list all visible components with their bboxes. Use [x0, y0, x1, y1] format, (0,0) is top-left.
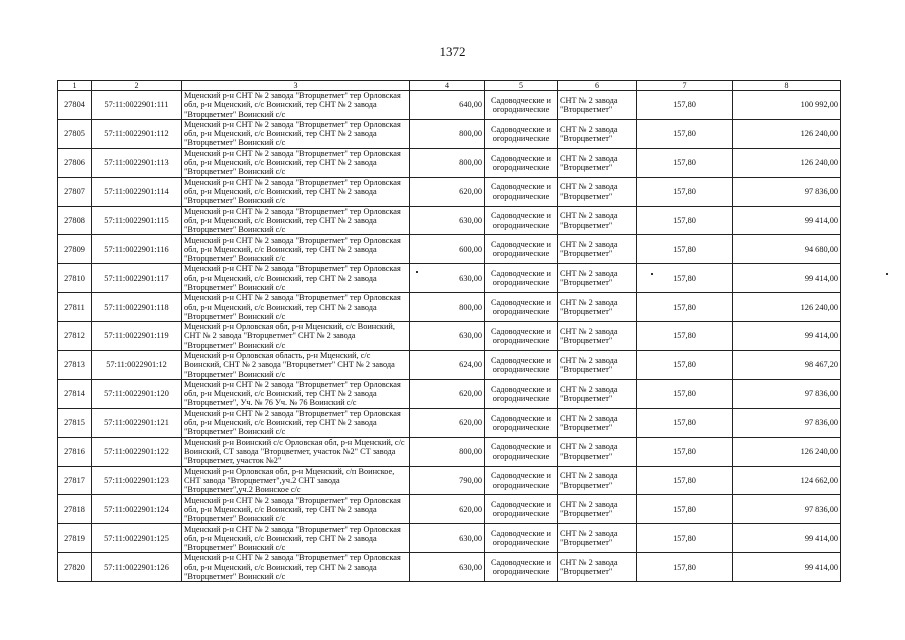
cell-land-use: Садоводческие и огороднические: [485, 553, 558, 582]
cell-specific-value: 157,80: [637, 293, 733, 322]
cell-cadastral-value: 97 836,00: [733, 177, 841, 206]
column-number-header-row: [58, 81, 841, 91]
cell-row-number: 27808: [58, 206, 92, 235]
table-row: [58, 466, 841, 495]
cell-address: [182, 177, 410, 206]
cell-snt-name: СНТ № 2 завода "Вторцветмет": [558, 148, 637, 177]
cell-specific-value: 157,80: [637, 148, 733, 177]
address-text: Мценский р-н СНТ № 2 завода "Вторцветмет" тер Орловская обл, р-н Мценский, с/с Воинский, тер СНТ № 2 завода "Вторцветмет" Воинский с/с: [184, 206, 401, 235]
cell-specific-value: 157,80: [637, 177, 733, 206]
cell-land-use: Садоводческие и огороднические: [485, 235, 558, 264]
cell-cadastral-number: 57:11:0022901:119: [92, 322, 182, 351]
table-body: [58, 91, 841, 582]
table-row: [58, 293, 841, 322]
cell-row-number: 27818: [58, 495, 92, 524]
cell-snt-name: СНТ № 2 завода "Вторцветмет": [558, 91, 637, 120]
cell-address: [182, 466, 410, 495]
cell-cadastral-value: 126 240,00: [733, 119, 841, 148]
cell-cadastral-number: 57:11:0022901:123: [92, 466, 182, 495]
cell-cadastral-value: 97 836,00: [733, 495, 841, 524]
cell-row-number: 27805: [58, 119, 92, 148]
cell-address: [182, 322, 410, 351]
cell-cadastral-value: 98 467,20: [733, 351, 841, 380]
address-text: Мценский р-н СНТ № 2 завода "Вторцветмет" тер Орловская обл, р-н Мценский, с/с Воинский, тер СНТ № 2 завода "Вторцветмет" Воинский с/с: [184, 495, 401, 524]
cell-snt-name: СНТ № 2 завода "Вторцветмет": [558, 524, 637, 553]
column-header: 3: [182, 81, 410, 91]
cell-cadastral-number: 57:11:0022901:111: [92, 91, 182, 120]
scan-speck: [416, 271, 418, 273]
cell-specific-value: 157,80: [637, 235, 733, 264]
cell-land-use: Садоводческие и огороднические: [485, 177, 558, 206]
cell-address: [182, 379, 410, 408]
address-text: Мценский р-н СНТ № 2 завода "Вторцветмет" тер Орловская обл, р-н Мценский, с/с Воинский, тер СНТ № 2 завода "Вторцветмет" Воинский с/с: [184, 235, 401, 263]
cell-row-number: 27817: [58, 466, 92, 495]
column-header: 6: [558, 81, 637, 91]
scan-speck: [886, 273, 888, 275]
cell-snt-name: СНТ № 2 завода "Вторцветмет": [558, 235, 637, 264]
cell-area: 620,00: [410, 379, 485, 408]
cell-land-use: Садоводческие и огороднические: [485, 408, 558, 437]
cell-specific-value: 157,80: [637, 437, 733, 466]
column-header: 1: [58, 81, 92, 91]
cell-land-use: Садоводческие и огороднические: [485, 379, 558, 408]
cell-specific-value: 157,80: [637, 206, 733, 235]
cell-specific-value: 157,80: [637, 351, 733, 380]
cell-area: 630,00: [410, 524, 485, 553]
cell-land-use: Садоводческие и огороднические: [485, 91, 558, 120]
cell-cadastral-number: 57:11:0022901:124: [92, 495, 182, 524]
cell-cadastral-number: 57:11:0022901:126: [92, 553, 182, 582]
cell-cadastral-number: 57:11:0022901:116: [92, 235, 182, 264]
cell-cadastral-value: 99 414,00: [733, 264, 841, 293]
cell-address: [182, 264, 410, 293]
cell-area: 640,00: [410, 91, 485, 120]
table-row: [58, 437, 841, 466]
cell-specific-value: 157,80: [637, 119, 733, 148]
table-row: [58, 351, 841, 380]
cell-address: [182, 235, 410, 264]
cell-specific-value: 157,80: [637, 553, 733, 582]
cell-area: 620,00: [410, 408, 485, 437]
cell-land-use: Садоводческие и огороднические: [485, 437, 558, 466]
cell-land-use: Садоводческие и огороднические: [485, 264, 558, 293]
cell-specific-value: 157,80: [637, 408, 733, 437]
cell-snt-name: СНТ № 2 завода "Вторцветмет": [558, 177, 637, 206]
address-text: Мценский р-н СНТ № 2 завода "Вторцветмет" тер Орловская обл, р-н Мценский, с/с Воинский, тер СНТ № 2 завода "Вторцветмет" Воинский с/с: [184, 177, 401, 206]
cell-cadastral-value: 94 680,00: [733, 235, 841, 264]
cell-address: [182, 437, 410, 466]
cell-land-use: Садоводческие и огороднические: [485, 495, 558, 524]
address-text: Мценский р-н СНТ № 2 завода "Вторцветмет" тер Орловская обл, р-н Мценский, с/с Воинский, тер СНТ № 2 завода "Вторцветмет" Воинский с/с: [184, 148, 401, 177]
cell-row-number: 27811: [58, 293, 92, 322]
scan-speck: [651, 273, 653, 275]
cell-area: 600,00: [410, 235, 485, 264]
cell-snt-name: СНТ № 2 завода "Вторцветмет": [558, 466, 637, 495]
table-row: [58, 91, 841, 120]
cell-specific-value: 157,80: [637, 91, 733, 120]
cell-snt-name: СНТ № 2 завода "Вторцветмет": [558, 206, 637, 235]
cell-cadastral-number: 57:11:0022901:122: [92, 437, 182, 466]
cell-cadastral-number: 57:11:0022901:12: [92, 351, 182, 380]
table-row: [58, 322, 841, 351]
address-text: Мценский р-н СНТ № 2 завода "Вторцветмет" тер Орловская обл, р-н Мценский, с/с Воинский, тер СНТ № 2 завода "Вторцветмет" Воинский с/с: [184, 264, 401, 292]
cell-snt-name: СНТ № 2 завода "Вторцветмет": [558, 553, 637, 582]
cell-snt-name: СНТ № 2 завода "Вторцветмет": [558, 408, 637, 437]
cell-land-use: Садоводческие и огороднические: [485, 524, 558, 553]
cell-cadastral-number: 57:11:0022901:117: [92, 264, 182, 293]
cell-row-number: 27810: [58, 264, 92, 293]
cell-specific-value: 157,80: [637, 495, 733, 524]
cell-snt-name: СНТ № 2 завода "Вторцветмет": [558, 351, 637, 380]
cell-address: [182, 495, 410, 524]
column-header: 5: [485, 81, 558, 91]
cell-land-use: Садоводческие и огороднические: [485, 466, 558, 495]
cell-snt-name: СНТ № 2 завода "Вторцветмет": [558, 322, 637, 351]
address-text: Мценский р-н СНТ № 2 завода "Вторцветмет" тер Орловская обл, р-н Мценский, с/с Воинский, тер СНТ № 2 завода "Вторцветмет" Воинский с/с: [184, 91, 401, 119]
cell-area: 630,00: [410, 206, 485, 235]
table-row: [58, 495, 841, 524]
table-row: [58, 177, 841, 206]
cell-specific-value: 157,80: [637, 322, 733, 351]
address-text: Мценский р-н СНТ № 2 завода "Вторцветмет" тер Орловская обл, р-н Мценский, с/с Воинский, тер СНТ № 2 завода "Вторцветмет" Воинский с/с: [184, 408, 401, 437]
column-header: 8: [733, 81, 841, 91]
cell-cadastral-value: 100 992,00: [733, 91, 841, 120]
cell-cadastral-number: 57:11:0022901:120: [92, 379, 182, 408]
cell-address: [182, 408, 410, 437]
cell-cadastral-number: 57:11:0022901:114: [92, 177, 182, 206]
cell-area: 630,00: [410, 553, 485, 582]
cell-row-number: 27812: [58, 322, 92, 351]
cell-snt-name: СНТ № 2 завода "Вторцветмет": [558, 119, 637, 148]
table-row: [58, 119, 841, 148]
cell-row-number: 27819: [58, 524, 92, 553]
cell-cadastral-number: 57:11:0022901:125: [92, 524, 182, 553]
cell-cadastral-number: 57:11:0022901:113: [92, 148, 182, 177]
address-text: Мценский р-н Орловская область, р-н Мценский, с/с Воинский, СНТ № 2 завода "Вторцветмет" СНТ № 2 завода "Вторцветмет" Воинский с/с: [184, 351, 395, 379]
cell-land-use: Садоводческие и огороднические: [485, 206, 558, 235]
cell-cadastral-number: 57:11:0022901:115: [92, 206, 182, 235]
cell-cadastral-number: 57:11:0022901:121: [92, 408, 182, 437]
cell-row-number: 27809: [58, 235, 92, 264]
cell-row-number: 27813: [58, 351, 92, 380]
cell-address: [182, 351, 410, 380]
cell-address: [182, 91, 410, 120]
cell-area: 790,00: [410, 466, 485, 495]
table-row: [58, 148, 841, 177]
cell-cadastral-value: 97 836,00: [733, 379, 841, 408]
cell-specific-value: 157,80: [637, 379, 733, 408]
cell-cadastral-value: 126 240,00: [733, 437, 841, 466]
cell-cadastral-value: 99 414,00: [733, 206, 841, 235]
cell-land-use: Садоводческие и огороднические: [485, 119, 558, 148]
cell-snt-name: СНТ № 2 завода "Вторцветмет": [558, 293, 637, 322]
cell-address: [182, 293, 410, 322]
cell-specific-value: 157,80: [637, 524, 733, 553]
address-text: Мценский р-н СНТ № 2 завода "Вторцветмет" тер Орловская обл, р-н Мценский, с/с Воинский, тер СНТ № 2 завода "Вторцветмет" Воинский с/с: [184, 120, 401, 148]
cell-address: [182, 524, 410, 553]
cell-area: 800,00: [410, 119, 485, 148]
cell-land-use: Садоводческие и огороднические: [485, 351, 558, 380]
table-row: [58, 264, 841, 293]
cell-cadastral-number: 57:11:0022901:118: [92, 293, 182, 322]
cell-row-number: 27807: [58, 177, 92, 206]
column-header: 7: [637, 81, 733, 91]
cell-address: [182, 148, 410, 177]
address-text: Мценский р-н Орловская обл, р-н Мценский, с/п Воинское, СНТ завода "Вторцветмет",уч.2 СНТ завода "Вторцветмет",уч.2 Воинское с/с: [184, 466, 395, 495]
address-text: Мценский р-н Орловская обл, р-н Мценский, с/с Воинский, СНТ № 2 завода "Вторцветмет" СНТ № 2 завода "Вторцветмет" Воинский с/с: [184, 322, 395, 350]
cell-land-use: Садоводческие и огороднические: [485, 322, 558, 351]
cell-area: 800,00: [410, 437, 485, 466]
address-text: Мценский р-н СНТ № 2 завода "Вторцветмет" тер Орловская обл, р-н Мценский, с/с Воинский, тер СНТ № 2 завода "Вторцветмет", Уч. № 76 Уч. № 76 Воинский с/с: [184, 380, 401, 408]
cell-cadastral-value: 126 240,00: [733, 293, 841, 322]
cell-row-number: 27814: [58, 379, 92, 408]
cell-address: [182, 206, 410, 235]
cell-cadastral-value: 124 662,00: [733, 466, 841, 495]
cell-land-use: Садоводческие и огороднические: [485, 148, 558, 177]
table-row: [58, 235, 841, 264]
cell-row-number: 27806: [58, 148, 92, 177]
cell-snt-name: СНТ № 2 завода "Вторцветмет": [558, 437, 637, 466]
cell-row-number: 27816: [58, 437, 92, 466]
cell-specific-value: 157,80: [637, 264, 733, 293]
cell-address: [182, 119, 410, 148]
cell-cadastral-value: 99 414,00: [733, 553, 841, 582]
column-header: 4: [410, 81, 485, 91]
cell-cadastral-value: 99 414,00: [733, 524, 841, 553]
column-header: 2: [92, 81, 182, 91]
cell-snt-name: СНТ № 2 завода "Вторцветмет": [558, 264, 637, 293]
address-text: Мценский р-н Воинский с/с Орловская обл, р-н Мценский, с/с Воинский, СТ завода "Вторцветмет, участок №2" СТ завода "Вторцветмет, участок №2": [184, 437, 405, 466]
table-row: [58, 408, 841, 437]
cell-area: 620,00: [410, 177, 485, 206]
cell-snt-name: СНТ № 2 завода "Вторцветмет": [558, 495, 637, 524]
cell-row-number: 27815: [58, 408, 92, 437]
land-register-table: [57, 80, 841, 582]
cell-snt-name: СНТ № 2 завода "Вторцветмет": [558, 379, 637, 408]
address-text: Мценский р-н СНТ № 2 завода "Вторцветмет" тер Орловская обл, р-н Мценский, с/с Воинский, тер СНТ № 2 завода "Вторцветмет" Воинский с/с: [184, 553, 401, 581]
cell-row-number: 27804: [58, 91, 92, 120]
cell-cadastral-value: 99 414,00: [733, 322, 841, 351]
cell-area: 800,00: [410, 293, 485, 322]
cell-cadastral-value: 126 240,00: [733, 148, 841, 177]
table-row: [58, 206, 841, 235]
cell-specific-value: 157,80: [637, 466, 733, 495]
cell-area: 624,00: [410, 351, 485, 380]
cell-row-number: 27820: [58, 553, 92, 582]
cell-land-use: Садоводческие и огороднические: [485, 293, 558, 322]
cell-area: 800,00: [410, 148, 485, 177]
cell-area: 630,00: [410, 264, 485, 293]
cell-address: [182, 553, 410, 582]
page-number: 1372: [439, 44, 466, 59]
table-row: [58, 379, 841, 408]
address-text: Мценский р-н СНТ № 2 завода "Вторцветмет" тер Орловская обл, р-н Мценский, с/с Воинский, тер СНТ № 2 завода "Вторцветмет" Воинский с/с: [184, 524, 401, 552]
table-row: [58, 524, 841, 553]
table-row: [58, 553, 841, 582]
cell-cadastral-number: 57:11:0022901:112: [92, 119, 182, 148]
cell-cadastral-value: 97 836,00: [733, 408, 841, 437]
address-text: Мценский р-н СНТ № 2 завода "Вторцветмет" тер Орловская обл, р-н Мценский, с/с Воинский, тер СНТ № 2 завода "Вторцветмет" Воинский с/с: [184, 293, 401, 321]
cell-area: 630,00: [410, 322, 485, 351]
cell-area: 620,00: [410, 495, 485, 524]
